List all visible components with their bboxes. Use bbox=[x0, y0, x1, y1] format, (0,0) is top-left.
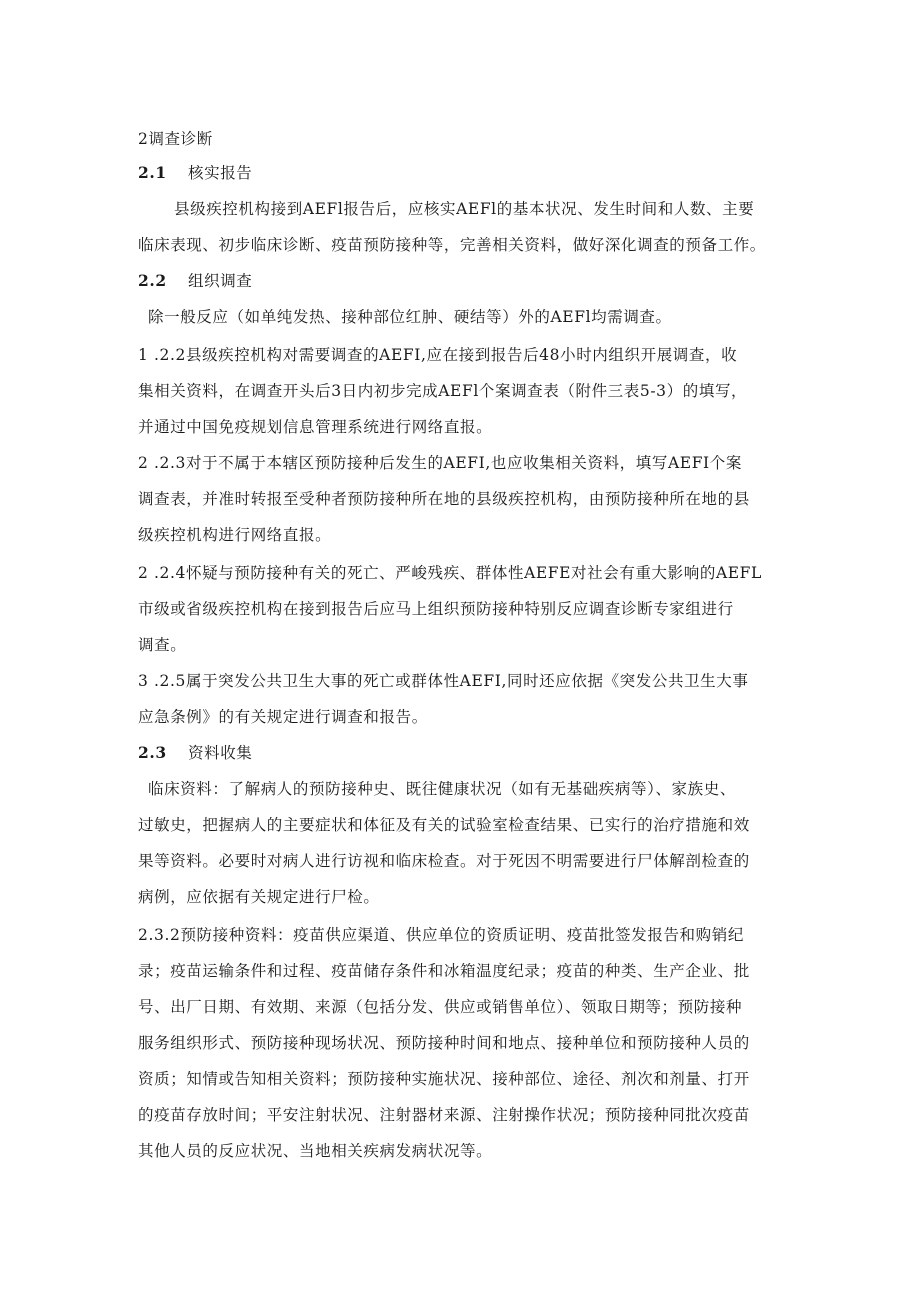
paragraph-line: 3 .2.5属于突发公共卫生大事的死亡或群体性AEFI,同时还应依据《突发公共卫生大事 bbox=[138, 672, 749, 690]
section-heading: 2调查诊断 bbox=[138, 130, 213, 148]
subsection-2-1-heading bbox=[138, 162, 252, 184]
paragraph-line: 其他人员的反应状况、当地相关疾病发病状况等。 bbox=[138, 1142, 493, 1160]
paragraph-line: 服务组织形式、预防接种现场状况、预防接种时间和地点、接种单位和预防接种人员的 bbox=[138, 1034, 750, 1052]
subsection-2-2-heading bbox=[138, 270, 252, 292]
paragraph-line: 录；疫苗运输条件和过程、疫苗储存条件和冰箱温度纪录；疫苗的种类、生产企业、批 bbox=[138, 962, 750, 980]
paragraph-line: 过敏史，把握病人的主要症状和体征及有关的试验室检查结果、已实行的治疗措施和效 bbox=[138, 816, 750, 834]
paragraph-line: 的疫苗存放时间；平安注射状况、注射器材来源、注射操作状况；预防接种同批次疫苗 bbox=[138, 1106, 750, 1124]
paragraph-line: 2 .2.4怀疑与预防接种有关的死亡、严峻残疾、群体性AEFE对社会有重大影响的AEFL bbox=[138, 564, 762, 582]
subsection-2-3-heading bbox=[138, 742, 252, 764]
paragraph-line: 1 .2.2县级疾控机构对需要调查的AEFI,应在接到报告后48小时内组织开展调查，收 bbox=[138, 346, 738, 364]
paragraph-line: 2 .2.3对于不属于本辖区预防接种后发生的AEFI,也应收集相关资料，填写AEFI个案 bbox=[138, 454, 742, 472]
paragraph-line: 除一般反应（如单纯发热、接种部位红肿、硬结等）外的AEFl均需调查。 bbox=[148, 308, 672, 326]
paragraph-line: 应急条例》的有关规定进行调查和报告。 bbox=[138, 708, 428, 726]
paragraph-line: 级疾控机构进行网络直报。 bbox=[138, 526, 332, 544]
paragraph-line: 临床表现、初步临床诊断、疫苗预防接种等，完善相关资料，做好深化调查的预备工作。 bbox=[138, 236, 766, 254]
subsection-title: 核实报告 bbox=[188, 164, 253, 182]
subsection-number: 2.1 bbox=[138, 163, 167, 182]
paragraph-line: 果等资料。必要时对病人进行访视和临床检查。对于死因不明需要进行尸体解剖检查的 bbox=[138, 852, 750, 870]
paragraph-line: 号、出厂日期、有效期、来源（包括分发、供应或销售单位）、领取日期等；预防接种 bbox=[138, 998, 743, 1016]
paragraph-line: 市级或省级疾控机构在接到报告后应马上组织预防接种特别反应调查诊断专家组进行 bbox=[138, 600, 734, 618]
subsection-title: 资料收集 bbox=[188, 744, 253, 762]
paragraph-line: 临床资料：了解病人的预防接种史、既往健康状况（如有无基础疾病等）、家族史、 bbox=[148, 780, 736, 798]
paragraph-line: 集相关资料，在调查开头后3日内初步完成AEFl个案调查表（附件三表5-3）的填写， bbox=[138, 382, 748, 400]
subsection-number: 2.3 bbox=[138, 743, 167, 762]
subsection-number: 2.2 bbox=[138, 271, 167, 290]
paragraph-line: 病例，应依据有关规定进行尸检。 bbox=[138, 888, 380, 906]
paragraph-line: 资质；知情或告知相关资料；预防接种实施状况、接种部位、途径、剂次和剂量、打开 bbox=[138, 1070, 750, 1088]
subsection-title: 组织调查 bbox=[188, 272, 253, 290]
paragraph-line: 调查。 bbox=[138, 636, 187, 654]
paragraph-line: 调查表，并准时转报至受种者预防接种所在地的县级疾控机构，由预防接种所在地的县 bbox=[138, 490, 750, 508]
paragraph-line: 并通过中国免疫规划信息管理系统进行网络直报。 bbox=[138, 418, 493, 436]
paragraph-line: 2.3.2预防接种资料：疫苗供应渠道、供应单位的资质证明、疫苗批签发报告和购销纪 bbox=[138, 926, 744, 944]
paragraph-line: 县级疾控机构接到AEFl报告后，应核实AEFl的基本状况、发生时间和人数、主要 bbox=[174, 200, 755, 218]
